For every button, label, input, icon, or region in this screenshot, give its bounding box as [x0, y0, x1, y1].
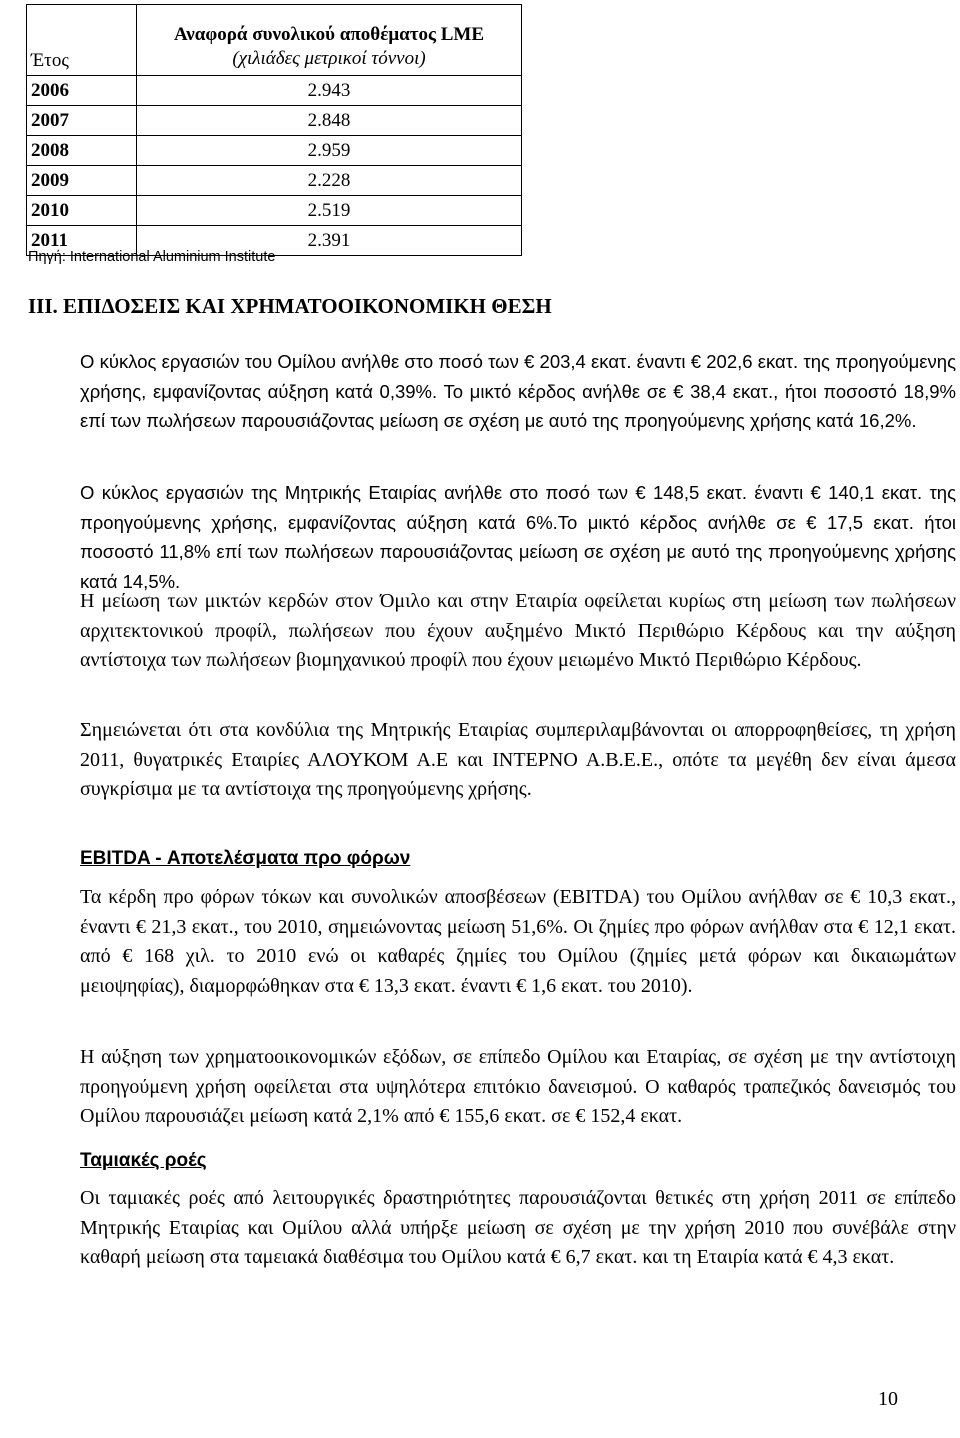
stock-value-cell: 2.519	[137, 196, 522, 226]
stock-value-cell: 2.959	[137, 136, 522, 166]
stock-value-cell: 2.391	[137, 226, 522, 256]
cashflow-paragraph: Οι ταμιακές ροές από λειτουργικές δραστηριότητες παρουσιάζονται θετικές στη χρήση 2011 σε επίπεδο Μητρικής Εταιρίας και Ομίλου αλλά υπήρξε μείωση σε σχέση με την χρήση 2010 που συνέβάλε στην καθαρή μείωση στα ταμειακά διαθέσιμα του Ομίλου κατά € 6,7 εκατ. και τη Εταιρία κατά € 4,3 εκατ.	[80, 1187, 956, 1268]
ebitda-paragraph: Τα κέρδη προ φόρων τόκων και συνολικών αποσβέσεων (EBITDA) του Ομίλου ανήλθαν σε € 10,3 εκατ., έναντι € 21,3 εκατ., του 2010, σημειώνοντας μείωση 51,6%. Οι ζημίες προ φόρων ανήλθαν στα € 12,1 εκατ. από € 168 χιλ. το 2010 ενώ οι καθαρές ζημίες του Ομίλου (ζημίες μετά φόρων και δικαιωμάτων μειοψηφίας), διαμορφώθηκαν στα € 13,3 εκατ. έναντι € 1,6 εκατ. του 2010).	[80, 886, 956, 997]
lme-stock-table	[26, 4, 522, 256]
stock-value-cell: 2.848	[137, 106, 522, 136]
year-cell: 2008	[27, 136, 137, 166]
year-cell: 2007	[27, 106, 137, 136]
stock-column-header	[137, 5, 522, 76]
year-column-header: Έτος	[27, 5, 137, 76]
year-cell: 2010	[27, 196, 137, 226]
table-row	[27, 166, 522, 196]
stock-column-title: Αναφορά συνολικού αποθέματος LME	[173, 24, 485, 45]
margin-reason-paragraph: Η μείωση των μικτών κερδών στον Όμιλο και στην Εταιρία οφείλεται κυρίως στη μείωση των πωλήσεων αρχιτεκτονικού προφίλ, πωλήσεων που έχουν αυξημένο Μικτό Περιθώριο Κέρδους και την αύξηση αντίστοιχα των πωλήσεων βιομηχανικού προφίλ που έχουν μειωμένο Μικτό Περιθώριο Κέρδους.	[80, 590, 956, 671]
stock-column-unit: (χιλιάδες μετρικοί τόννοι)	[232, 48, 426, 69]
absorbed-companies-paragraph: Σημειώνεται ότι στα κονδύλια της Μητρικής Εταιρίας συμπεριλαμβάνονται οι απορροφηθείσες, τη χρήση 2011, θυγατρικές Εταιρίες ΑΛΟΥΚΟΜ Α.Ε και ΙΝΤΕΡΝΟ Α.Β.Ε.Ε., οπότε τα μεγέθη δεν είναι άμεσα συγκρίσιμα με τα αντίστοιχα της προηγούμενης χρήσης.	[80, 719, 956, 800]
parent-revenue-paragraph: Ο κύκλος εργασιών της Μητρικής Εταιρίας ανήλθε στο ποσό των € 148,5 εκατ. έναντι € 140,1 εκατ. της προηγούμενης χρήσης, εμφανίζοντας αύξηση κατά 6%.Το μικτό κέρδος ανήλθε σε € 17,5 εκατ. ήτοι ποσοστό 11,8% επί των πωλήσεων παρουσιάζοντας μείωση σε σχέση με αυτό της προηγούμενης χρήσης κατά 14,5%.	[80, 482, 956, 592]
year-cell: 2011	[27, 226, 137, 256]
year-cell: 2006	[27, 76, 137, 106]
section-heading: ΙΙΙ. ΕΠΙΔΟΣΕΙΣ ΚΑΙ ΧΡΗΜΑΤΟΟΙΚΟΝΟΜΙΚΗ ΘΕΣΗ	[28, 294, 552, 318]
table-header-row	[27, 5, 522, 76]
stock-value-cell: 2.943	[137, 76, 522, 106]
ebitda-heading: EBITDA - Αποτελέσματα προ φόρων	[80, 848, 411, 869]
table-row	[27, 136, 522, 166]
page-number: 10	[878, 1388, 898, 1410]
cashflow-heading: Ταμιακές ροές	[80, 1150, 207, 1171]
finance-costs-paragraph: Η αύξηση των χρηματοοικονομικών εξόδων, σε επίπεδο Ομίλου και Εταιρίας, σε σχέση με την αντίστοιχη προηγούμενη χρήση οφείλεται στα υψηλότερα επιτόκιο δανεισμού. Ο καθαρός τραπεζικός δανεισμός του Ομίλου παρουσιάζει μείωση κατά 2,1% από € 155,6 εκατ. σε € 152,4 εκατ.	[80, 1046, 956, 1127]
year-cell: 2009	[27, 166, 137, 196]
group-revenue-paragraph: Ο κύκλος εργασιών του Ομίλου ανήλθε στο ποσό των € 203,4 εκατ. έναντι € 202,6 εκατ. της προηγούμενης χρήσης, εμφανίζοντας αύξηση κατά 0,39%. Το μικτό κέρδος ανήλθε σε € 38,4 εκατ., ήτοι ποσοστό 18,9% επί των πωλήσεων παρουσιάζοντας μείωση σε σχέση με αυτό της προηγούμενης χρήσης κατά 16,2%.	[80, 351, 956, 431]
table-source-note: Πηγή: International Aluminium Institute	[28, 249, 276, 265]
stock-value-cell: 2.228	[137, 166, 522, 196]
table-row	[27, 76, 522, 106]
table-row	[27, 106, 522, 136]
table-row	[27, 196, 522, 226]
